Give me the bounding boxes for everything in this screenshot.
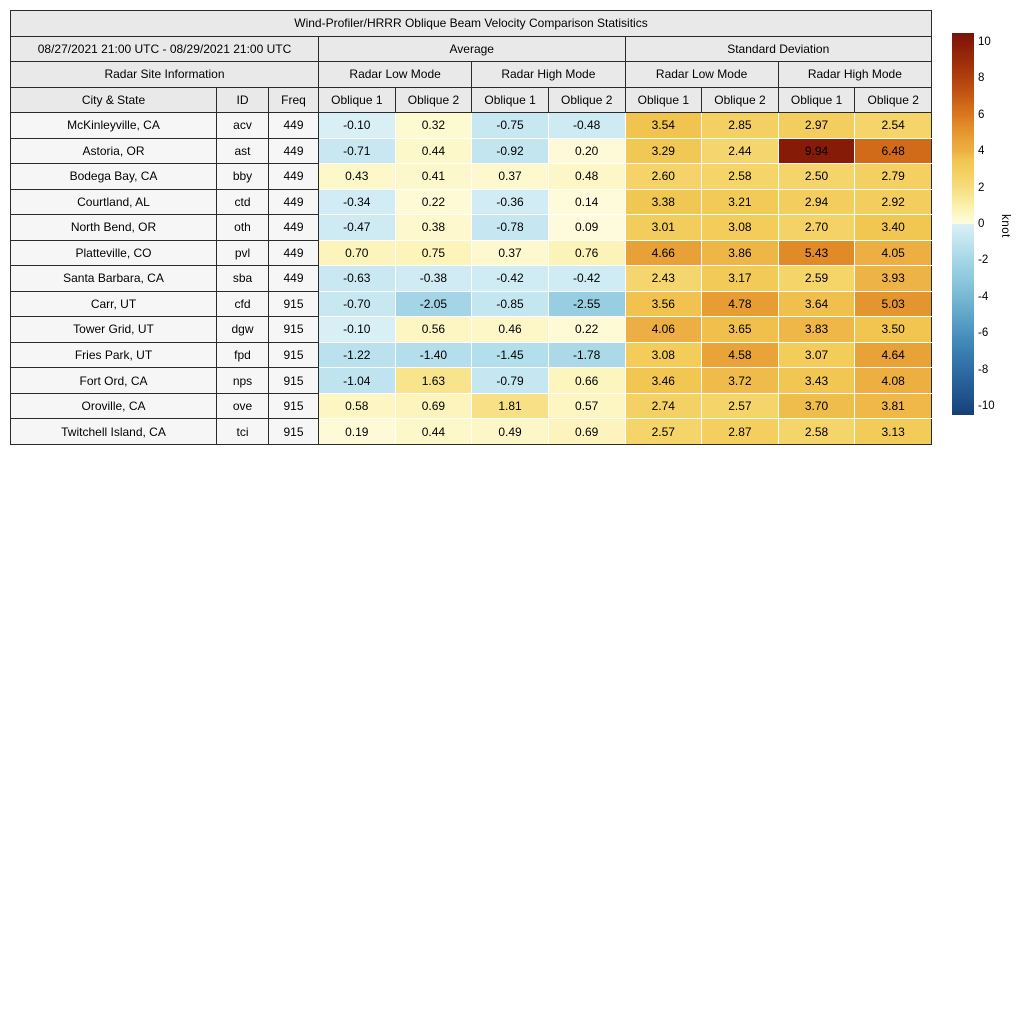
- col-header-oblique: Oblique 2: [395, 87, 472, 113]
- colorbar-tick-label: 6: [978, 108, 985, 121]
- site-city-cell: Carr, UT: [11, 291, 217, 317]
- value-cell: 2.60: [625, 164, 702, 190]
- value-cell: -0.70: [319, 291, 396, 317]
- value-cell: 4.05: [855, 240, 932, 266]
- value-cell: -1.22: [319, 342, 396, 368]
- colorbar-tick-label: -10: [978, 399, 995, 412]
- value-cell: 2.85: [702, 113, 779, 139]
- value-cell: 3.13: [855, 419, 932, 445]
- table-row: [11, 240, 932, 266]
- value-cell: 4.58: [702, 342, 779, 368]
- table-row: [11, 215, 932, 241]
- table-row: [11, 113, 932, 139]
- site-id-cell: tci: [217, 419, 269, 445]
- value-cell: 0.37: [472, 240, 549, 266]
- site-freq-cell: 915: [269, 317, 319, 343]
- value-cell: 6.48: [855, 138, 932, 164]
- site-freq-cell: 449: [269, 164, 319, 190]
- value-cell: 0.46: [472, 317, 549, 343]
- mode-header-row: [11, 62, 932, 88]
- value-cell: 0.44: [395, 138, 472, 164]
- site-id-cell: pvl: [217, 240, 269, 266]
- value-cell: 2.58: [702, 164, 779, 190]
- value-cell: 0.70: [319, 240, 396, 266]
- value-cell: -0.36: [472, 189, 549, 215]
- value-cell: 0.20: [548, 138, 625, 164]
- value-cell: 2.94: [778, 189, 855, 215]
- value-cell: -0.71: [319, 138, 396, 164]
- col-header-oblique: Oblique 2: [855, 87, 932, 113]
- site-city-cell: Fries Park, UT: [11, 342, 217, 368]
- site-id-cell: ctd: [217, 189, 269, 215]
- value-cell: 0.57: [548, 393, 625, 419]
- site-city-cell: Bodega Bay, CA: [11, 164, 217, 190]
- value-cell: 5.03: [855, 291, 932, 317]
- value-cell: 1.63: [395, 368, 472, 394]
- col-header-oblique: Oblique 1: [778, 87, 855, 113]
- table-row: [11, 368, 932, 394]
- site-city-cell: Courtland, AL: [11, 189, 217, 215]
- value-cell: -0.10: [319, 113, 396, 139]
- value-cell: 3.93: [855, 266, 932, 292]
- site-id-cell: dgw: [217, 317, 269, 343]
- site-freq-cell: 449: [269, 266, 319, 292]
- site-freq-cell: 915: [269, 291, 319, 317]
- mode-header-avg-high: Radar High Mode: [472, 62, 625, 88]
- site-id-cell: ove: [217, 393, 269, 419]
- value-cell: 0.43: [319, 164, 396, 190]
- colorbar-tick-label: -2: [978, 254, 989, 267]
- col-header-freq: Freq: [269, 87, 319, 113]
- value-cell: 2.58: [778, 419, 855, 445]
- site-info-header: Radar Site Information: [11, 62, 319, 88]
- value-cell: 3.56: [625, 291, 702, 317]
- site-id-cell: nps: [217, 368, 269, 394]
- value-cell: -2.55: [548, 291, 625, 317]
- table-row: [11, 189, 932, 215]
- value-cell: -0.42: [472, 266, 549, 292]
- value-cell: 0.75: [395, 240, 472, 266]
- value-cell: 0.22: [548, 317, 625, 343]
- site-freq-cell: 449: [269, 189, 319, 215]
- value-cell: 4.06: [625, 317, 702, 343]
- table-row: [11, 266, 932, 292]
- col-header-oblique: Oblique 1: [319, 87, 396, 113]
- value-cell: 2.79: [855, 164, 932, 190]
- value-cell: 2.70: [778, 215, 855, 241]
- value-cell: 3.17: [702, 266, 779, 292]
- site-id-cell: sba: [217, 266, 269, 292]
- value-cell: 3.86: [702, 240, 779, 266]
- table-row: [11, 291, 932, 317]
- colorbar-tick-label: 4: [978, 145, 985, 158]
- value-cell: -0.85: [472, 291, 549, 317]
- site-city-cell: Platteville, CO: [11, 240, 217, 266]
- value-cell: 3.81: [855, 393, 932, 419]
- site-city-cell: Fort Ord, CA: [11, 368, 217, 394]
- value-cell: -1.45: [472, 342, 549, 368]
- value-cell: 3.29: [625, 138, 702, 164]
- value-cell: -0.63: [319, 266, 396, 292]
- title-row: [11, 11, 932, 37]
- column-header-row: [11, 87, 932, 113]
- value-cell: 0.32: [395, 113, 472, 139]
- value-cell: 3.65: [702, 317, 779, 343]
- site-city-cell: McKinleyville, CA: [11, 113, 217, 139]
- value-cell: 3.54: [625, 113, 702, 139]
- col-header-oblique: Oblique 2: [702, 87, 779, 113]
- value-cell: 0.37: [472, 164, 549, 190]
- value-cell: 3.07: [778, 342, 855, 368]
- value-cell: -1.40: [395, 342, 472, 368]
- site-id-cell: oth: [217, 215, 269, 241]
- group-header-average: Average: [319, 36, 626, 62]
- table-row: [11, 393, 932, 419]
- value-cell: 3.70: [778, 393, 855, 419]
- site-freq-cell: 449: [269, 215, 319, 241]
- colorbar-axis-label: knot: [999, 214, 1011, 238]
- value-cell: -0.75: [472, 113, 549, 139]
- value-cell: -1.04: [319, 368, 396, 394]
- value-cell: 3.21: [702, 189, 779, 215]
- col-header-oblique: Oblique 1: [472, 87, 549, 113]
- value-cell: 0.49: [472, 419, 549, 445]
- site-id-cell: acv: [217, 113, 269, 139]
- value-cell: 0.48: [548, 164, 625, 190]
- colorbar-tick-label: 0: [978, 218, 985, 230]
- value-cell: 3.50: [855, 317, 932, 343]
- colorbar-tick-label: -6: [978, 327, 989, 340]
- value-cell: -0.10: [319, 317, 396, 343]
- value-cell: 3.40: [855, 215, 932, 241]
- value-cell: 2.54: [855, 113, 932, 139]
- value-cell: 2.50: [778, 164, 855, 190]
- table-row: [11, 419, 932, 445]
- value-cell: 2.57: [702, 393, 779, 419]
- value-cell: -0.92: [472, 138, 549, 164]
- table-title: Wind-Profiler/HRRR Oblique Beam Velocity Comparison Statisitics: [11, 11, 932, 37]
- col-header-id: ID: [217, 87, 269, 113]
- value-cell: -0.48: [548, 113, 625, 139]
- site-freq-cell: 915: [269, 419, 319, 445]
- col-header-city-state: City & State: [11, 87, 217, 113]
- value-cell: 4.66: [625, 240, 702, 266]
- site-freq-cell: 915: [269, 342, 319, 368]
- site-city-cell: Astoria, OR: [11, 138, 217, 164]
- value-cell: 0.66: [548, 368, 625, 394]
- date-range: 08/27/2021 21:00 UTC - 08/29/2021 21:00 UTC: [11, 36, 319, 62]
- site-city-cell: Tower Grid, UT: [11, 317, 217, 343]
- group-header-row: [11, 36, 932, 62]
- value-cell: 2.57: [625, 419, 702, 445]
- table-body: [11, 113, 932, 445]
- site-id-cell: cfd: [217, 291, 269, 317]
- value-cell: -1.78: [548, 342, 625, 368]
- value-cell: 3.46: [625, 368, 702, 394]
- table-row: [11, 138, 932, 164]
- value-cell: 2.74: [625, 393, 702, 419]
- site-city-cell: Twitchell Island, CA: [11, 419, 217, 445]
- value-cell: 0.38: [395, 215, 472, 241]
- site-freq-cell: 449: [269, 240, 319, 266]
- value-cell: 0.19: [319, 419, 396, 445]
- value-cell: 0.69: [395, 393, 472, 419]
- col-header-oblique: Oblique 2: [548, 87, 625, 113]
- site-city-cell: Oroville, CA: [11, 393, 217, 419]
- value-cell: 3.64: [778, 291, 855, 317]
- value-cell: -0.34: [319, 189, 396, 215]
- value-cell: 2.87: [702, 419, 779, 445]
- value-cell: 3.72: [702, 368, 779, 394]
- value-cell: -0.79: [472, 368, 549, 394]
- value-cell: 0.56: [395, 317, 472, 343]
- value-cell: 4.64: [855, 342, 932, 368]
- site-freq-cell: 915: [269, 368, 319, 394]
- table-row: [11, 164, 932, 190]
- colorbar-tick-label: -8: [978, 363, 989, 376]
- value-cell: 3.01: [625, 215, 702, 241]
- site-freq-cell: 915: [269, 393, 319, 419]
- value-cell: -0.47: [319, 215, 396, 241]
- colorbar: [952, 33, 974, 415]
- value-cell: 0.69: [548, 419, 625, 445]
- site-freq-cell: 449: [269, 138, 319, 164]
- value-cell: 4.78: [702, 291, 779, 317]
- value-cell: 2.92: [855, 189, 932, 215]
- value-cell: -2.05: [395, 291, 472, 317]
- site-city-cell: North Bend, OR: [11, 215, 217, 241]
- mode-header-std-low: Radar Low Mode: [625, 62, 778, 88]
- value-cell: -0.38: [395, 266, 472, 292]
- table-row: [11, 317, 932, 343]
- group-header-standard-deviation: Standard Deviation: [625, 36, 932, 62]
- colorbar-tick-label: 10: [978, 36, 991, 49]
- value-cell: 0.14: [548, 189, 625, 215]
- mode-header-std-high: Radar High Mode: [778, 62, 931, 88]
- value-cell: 5.43: [778, 240, 855, 266]
- colorbar-tick-label: -4: [978, 290, 989, 303]
- value-cell: 0.41: [395, 164, 472, 190]
- value-cell: 3.83: [778, 317, 855, 343]
- value-cell: 0.09: [548, 215, 625, 241]
- value-cell: 2.43: [625, 266, 702, 292]
- colorbar-tick-label: 2: [978, 181, 985, 194]
- value-cell: 2.59: [778, 266, 855, 292]
- value-cell: -0.78: [472, 215, 549, 241]
- value-cell: 2.44: [702, 138, 779, 164]
- value-cell: 0.76: [548, 240, 625, 266]
- col-header-oblique: Oblique 1: [625, 87, 702, 113]
- colorbar-tick-label: 8: [978, 72, 985, 85]
- table-row: [11, 342, 932, 368]
- value-cell: 3.08: [702, 215, 779, 241]
- site-id-cell: bby: [217, 164, 269, 190]
- site-freq-cell: 449: [269, 113, 319, 139]
- value-cell: -0.42: [548, 266, 625, 292]
- value-cell: 9.94: [778, 138, 855, 164]
- value-cell: 2.97: [778, 113, 855, 139]
- value-cell: 3.38: [625, 189, 702, 215]
- site-id-cell: fpd: [217, 342, 269, 368]
- value-cell: 3.43: [778, 368, 855, 394]
- value-cell: 1.81: [472, 393, 549, 419]
- value-cell: 4.08: [855, 368, 932, 394]
- site-id-cell: ast: [217, 138, 269, 164]
- value-cell: 0.22: [395, 189, 472, 215]
- site-city-cell: Santa Barbara, CA: [11, 266, 217, 292]
- value-cell: 0.58: [319, 393, 396, 419]
- value-cell: 0.44: [395, 419, 472, 445]
- stats-table: [10, 10, 932, 445]
- value-cell: 3.08: [625, 342, 702, 368]
- mode-header-avg-low: Radar Low Mode: [319, 62, 472, 88]
